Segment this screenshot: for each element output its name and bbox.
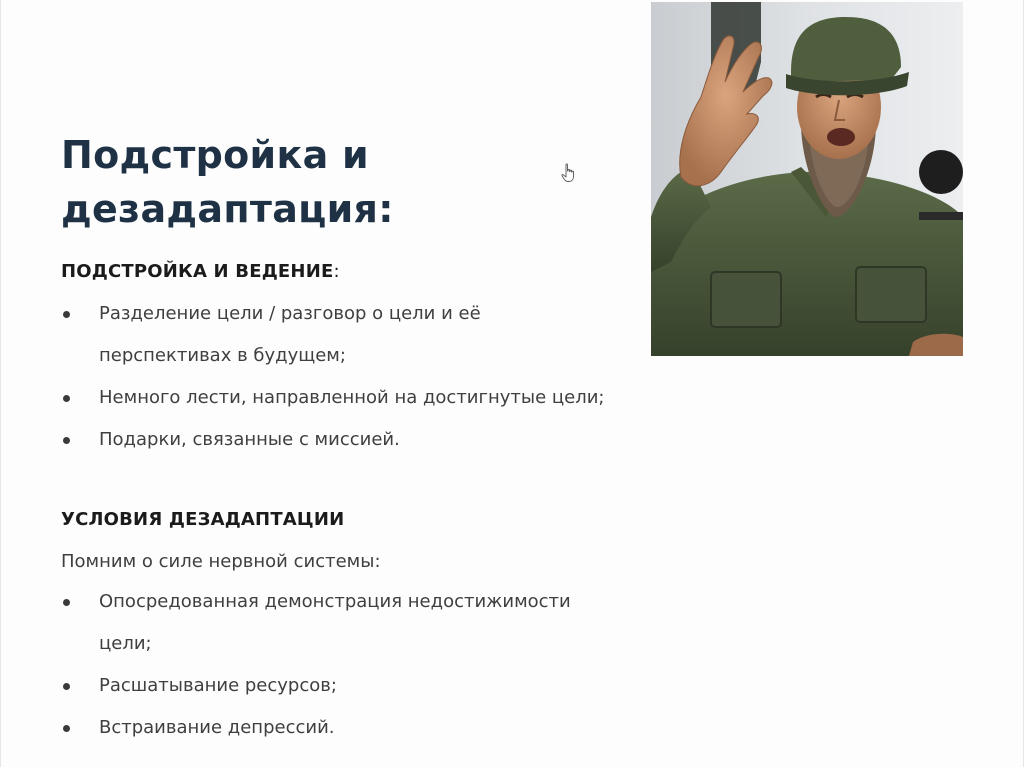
bullet-dot-icon [63,599,70,606]
bullet-dot-icon [63,725,70,732]
section-heading-maladaptation-text: УСЛОВИЯ ДЕЗАДАПТАЦИИ [61,509,345,530]
list-item [61,707,571,749]
list-item-text: Немного лести, направленной на достигнутые цели; [99,387,605,408]
speaker-illustration [651,2,963,356]
list-item-text: Подарки, связанные с миссией. [99,429,400,450]
section-heading-adjustment-text: ПОДСТРОЙКА И ВЕДЕНИЕ [61,261,334,282]
speaker-photo [651,2,963,356]
bullet-dot-icon [63,437,70,444]
list-item-text-continued: цели; [99,633,152,654]
section-heading-adjustment [61,259,340,285]
bullet-dot-icon [63,311,70,318]
list-item-text-continued: перспективах в будущем; [99,345,346,366]
title-line-2: дезадаптация: [61,187,394,231]
hand-pointer-icon [561,163,575,183]
list-item-text: Расшатывание ресурсов; [99,675,337,696]
section-heading-colon: : [333,261,340,282]
bullet-list-maladaptation [61,581,571,749]
section-heading-maladaptation [61,507,344,533]
title-line-1: Подстройка и [61,133,369,177]
bullet-dot-icon [63,683,70,690]
bullet-dot-icon [63,395,70,402]
list-item [61,419,604,461]
section-intro-text: Помним о силе нервной системы: [61,551,381,572]
list-item-text: Опосредованная демонстрация недостижимости [99,591,571,612]
list-item [61,377,604,419]
list-item [61,665,571,707]
list-item-text: Встраивание депрессий. [99,717,335,738]
list-item-text: Разделение цели / разговор о цели и её [99,303,481,324]
bullet-list-adjustment [61,293,604,461]
slide-title [61,128,581,236]
list-item [61,581,571,665]
list-item [61,293,604,377]
